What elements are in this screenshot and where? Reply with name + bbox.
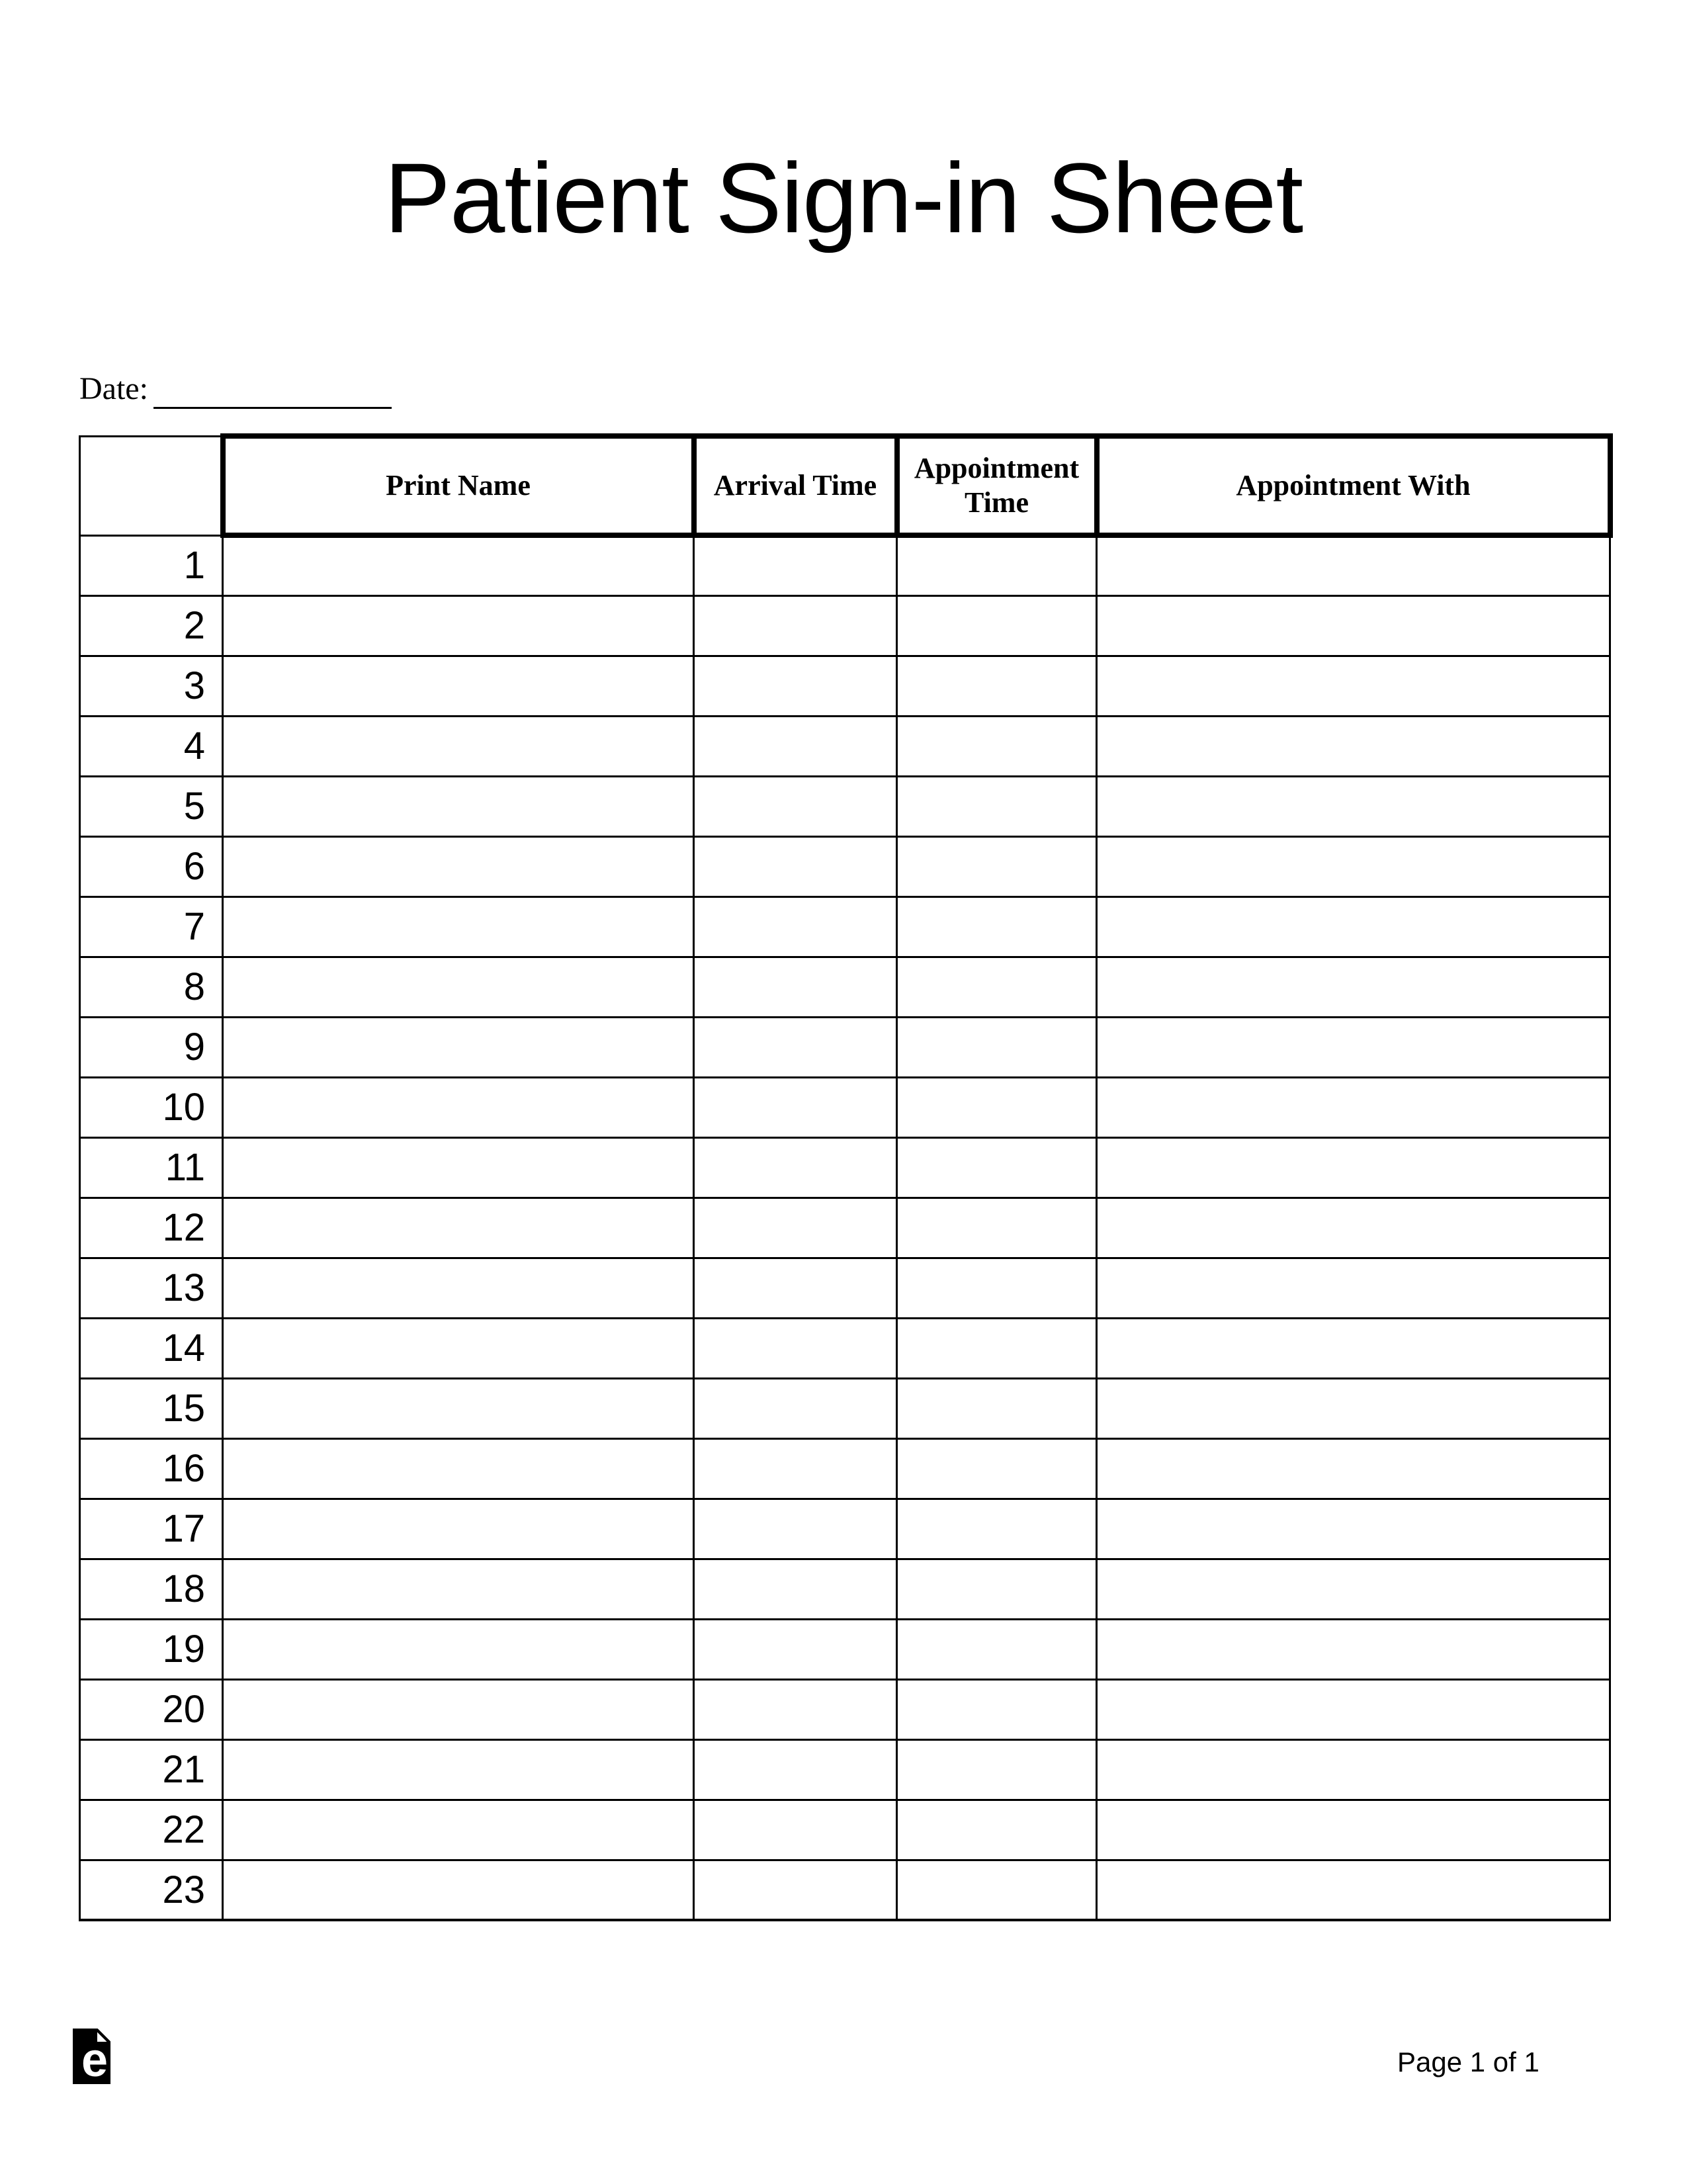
appointment-time-cell — [897, 957, 1097, 1017]
print-name-cell — [223, 1860, 694, 1920]
print-name-cell — [223, 1258, 694, 1318]
appointment-with-cell — [1097, 1137, 1610, 1198]
appointment-time-cell — [897, 1679, 1097, 1739]
row-number: 21 — [80, 1739, 223, 1800]
appointment-time-cell — [897, 595, 1097, 656]
table-row — [80, 595, 1610, 656]
arrival-time-column-header: Arrival Time — [694, 436, 897, 535]
arrival-time-cell — [694, 1679, 897, 1739]
print-name-cell — [223, 1077, 694, 1137]
table-row — [80, 896, 1610, 957]
appointment-with-cell — [1097, 1017, 1610, 1077]
table-row — [80, 1258, 1610, 1318]
row-number: 11 — [80, 1137, 223, 1198]
arrival-time-cell — [694, 1499, 897, 1559]
appointment-with-cell — [1097, 1378, 1610, 1438]
arrival-time-cell — [694, 1258, 897, 1318]
row-number: 13 — [80, 1258, 223, 1318]
appointment-with-cell — [1097, 535, 1610, 595]
print-name-cell — [223, 716, 694, 776]
appointment-with-cell — [1097, 1438, 1610, 1499]
print-name-cell — [223, 1619, 694, 1679]
arrival-time-cell — [694, 1198, 897, 1258]
appointment-with-cell — [1097, 1619, 1610, 1679]
table-row — [80, 1017, 1610, 1077]
eforms-logo — [73, 2029, 110, 2084]
appointment-with-cell — [1097, 776, 1610, 836]
appointment-time-cell — [897, 1438, 1097, 1499]
row-number: 5 — [80, 776, 223, 836]
appointment-with-cell — [1097, 896, 1610, 957]
appointment-time-cell — [897, 1017, 1097, 1077]
table-row — [80, 716, 1610, 776]
print-name-cell — [223, 1800, 694, 1860]
arrival-time-cell — [694, 896, 897, 957]
row-number: 18 — [80, 1559, 223, 1619]
appointment-time-cell — [897, 535, 1097, 595]
table-row — [80, 836, 1610, 896]
table-row — [80, 535, 1610, 595]
print-name-cell — [223, 1017, 694, 1077]
print-name-cell — [223, 656, 694, 716]
appointment-time-cell — [897, 1258, 1097, 1318]
table-row — [80, 1860, 1610, 1920]
sign-in-table-body — [80, 535, 1610, 1920]
sign-in-table-header — [80, 436, 1610, 535]
row-number: 19 — [80, 1619, 223, 1679]
appointment-time-cell — [897, 776, 1097, 836]
row-number: 2 — [80, 595, 223, 656]
arrival-time-cell — [694, 1378, 897, 1438]
arrival-time-cell — [694, 1619, 897, 1679]
row-number: 20 — [80, 1679, 223, 1739]
arrival-time-cell — [694, 1559, 897, 1619]
print-name-cell — [223, 1499, 694, 1559]
date-label: Date: — [79, 371, 148, 406]
appointment-time-cell — [897, 1739, 1097, 1800]
arrival-time-cell — [694, 1017, 897, 1077]
table-row — [80, 957, 1610, 1017]
print-name-column-header: Print Name — [223, 436, 694, 535]
appointment-time-cell — [897, 1077, 1097, 1137]
row-number-column-header — [80, 436, 223, 535]
print-name-cell — [223, 896, 694, 957]
appointment-with-cell — [1097, 1800, 1610, 1860]
arrival-time-cell — [694, 716, 897, 776]
appointment-time-cell — [897, 896, 1097, 957]
table-row — [80, 1679, 1610, 1739]
appointment-with-cell — [1097, 1318, 1610, 1378]
row-number: 12 — [80, 1198, 223, 1258]
appointment-time-cell — [897, 836, 1097, 896]
print-name-cell — [223, 1137, 694, 1198]
print-name-cell — [223, 957, 694, 1017]
appointment-time-cell — [897, 1860, 1097, 1920]
row-number: 16 — [80, 1438, 223, 1499]
header-row — [80, 436, 1610, 535]
row-number: 7 — [80, 896, 223, 957]
row-number: 23 — [80, 1860, 223, 1920]
arrival-time-cell — [694, 1318, 897, 1378]
table-row — [80, 1378, 1610, 1438]
date-fill-in-line — [153, 371, 392, 409]
row-number: 9 — [80, 1017, 223, 1077]
date-row — [79, 371, 392, 409]
arrival-time-cell — [694, 957, 897, 1017]
appointment-with-cell — [1097, 595, 1610, 656]
print-name-cell — [223, 595, 694, 656]
appointment-with-cell — [1097, 1679, 1610, 1739]
arrival-time-cell — [694, 1137, 897, 1198]
arrival-time-cell — [694, 1438, 897, 1499]
row-number: 17 — [80, 1499, 223, 1559]
appointment-with-cell — [1097, 1198, 1610, 1258]
row-number: 8 — [80, 957, 223, 1017]
print-name-cell — [223, 1438, 694, 1499]
appointment-with-cell — [1097, 1559, 1610, 1619]
table-row — [80, 776, 1610, 836]
appointment-time-cell — [897, 1499, 1097, 1559]
appointment-with-cell — [1097, 1860, 1610, 1920]
appointment-with-cell — [1097, 836, 1610, 896]
arrival-time-cell — [694, 836, 897, 896]
row-number: 14 — [80, 1318, 223, 1378]
table-row — [80, 1739, 1610, 1800]
appointment-with-cell — [1097, 1739, 1610, 1800]
row-number: 4 — [80, 716, 223, 776]
arrival-time-cell — [694, 535, 897, 595]
table-row — [80, 656, 1610, 716]
arrival-time-cell — [694, 595, 897, 656]
appointment-time-cell — [897, 656, 1097, 716]
row-number: 10 — [80, 1077, 223, 1137]
table-row — [80, 1559, 1610, 1619]
appointment-time-cell — [897, 1198, 1097, 1258]
row-number: 6 — [80, 836, 223, 896]
print-name-cell — [223, 1559, 694, 1619]
appointment-with-cell — [1097, 1499, 1610, 1559]
table-row — [80, 1198, 1610, 1258]
arrival-time-cell — [694, 656, 897, 716]
appointment-with-cell — [1097, 1077, 1610, 1137]
arrival-time-cell — [694, 776, 897, 836]
table-row — [80, 1438, 1610, 1499]
appointment-with-cell — [1097, 957, 1610, 1017]
table-row — [80, 1137, 1610, 1198]
print-name-cell — [223, 1679, 694, 1739]
table-row — [80, 1077, 1610, 1137]
table-row — [80, 1800, 1610, 1860]
arrival-time-cell — [694, 1860, 897, 1920]
table-row — [80, 1318, 1610, 1378]
row-number: 15 — [80, 1378, 223, 1438]
table-row — [80, 1619, 1610, 1679]
appointment-with-cell — [1097, 716, 1610, 776]
appointment-time-cell — [897, 716, 1097, 776]
print-name-cell — [223, 1378, 694, 1438]
print-name-cell — [223, 1739, 694, 1800]
print-name-cell — [223, 836, 694, 896]
print-name-cell — [223, 1198, 694, 1258]
arrival-time-cell — [694, 1077, 897, 1137]
page-title: Patient Sign-in Sheet — [384, 142, 1303, 253]
print-name-cell — [223, 535, 694, 595]
print-name-cell — [223, 776, 694, 836]
arrival-time-cell — [694, 1800, 897, 1860]
appointment-time-cell — [897, 1800, 1097, 1860]
appointment-with-cell — [1097, 656, 1610, 716]
appointment-time-column-header: Appointment Time — [897, 436, 1097, 535]
row-number: 22 — [80, 1800, 223, 1860]
appointment-time-cell — [897, 1619, 1097, 1679]
row-number: 3 — [80, 656, 223, 716]
row-number: 1 — [80, 535, 223, 595]
appointment-with-column-header: Appointment With — [1097, 436, 1610, 535]
sign-in-table — [79, 433, 1613, 1921]
appointment-time-cell — [897, 1137, 1097, 1198]
appointment-time-cell — [897, 1378, 1097, 1438]
print-name-cell — [223, 1318, 694, 1378]
appointment-with-cell — [1097, 1258, 1610, 1318]
logo-letter: e — [81, 2034, 108, 2084]
appointment-time-cell — [897, 1318, 1097, 1378]
table-row — [80, 1499, 1610, 1559]
page-indicator: Page 1 of 1 — [1397, 2046, 1539, 2077]
arrival-time-cell — [694, 1739, 897, 1800]
appointment-time-cell — [897, 1559, 1097, 1619]
